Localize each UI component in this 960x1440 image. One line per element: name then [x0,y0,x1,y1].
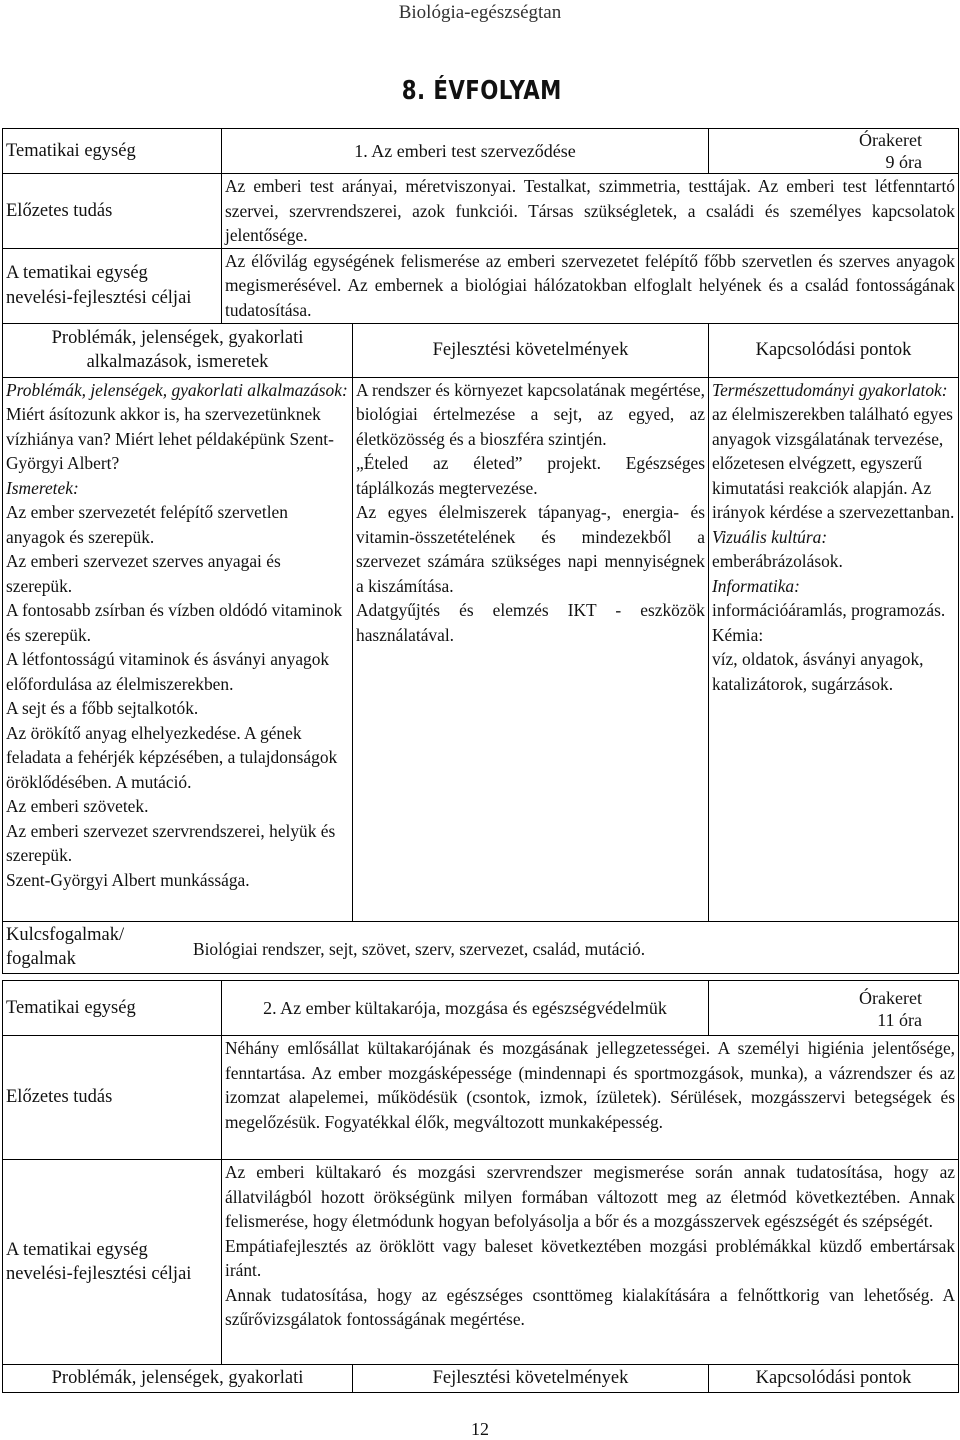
unit-2-hours-label: Órakeret [859,988,923,1008]
unit-2-col-requirements-head: Fejlesztési követelmények [353,1365,709,1393]
problems-label: Problémák, jelenségek, gyakorlati alkalmazások: [6,379,348,400]
unit-1-goals-label: A tematikai egység nevelési-fejlesztési céljai [3,248,222,323]
unit-2-topic-label: Tematikai egység [3,981,222,1036]
problems-text: Miért ásítozunk akkor is, ha szervezetünknek vízhiánya van? Miért lehet példaképünk Szent-Györgyi Albert? [6,404,334,473]
link-text: az élelmiszerekben található egyes anyagok vizsgálatának tervezése, előzetesen elvégzett, egyszerű kimutatási reakciók alapján. Az irányok kérdése a szervezettanban. [712,404,955,522]
unit-1-col-links-head: Kapcsolódási pontok [709,323,959,377]
requirement-item: A rendszer és környezet kapcsolatának megértése, biológiai értelmezése a sejt, az egyed, az életközösség és a bioszféra szintjén. [356,379,705,449]
keywords-text: Biológiai rendszer, sejt, szövet, szerv, szervezet, család, mutáció. [193,938,646,959]
keywords-label: Kulcsfogalmak/ fogalmak [6,924,125,969]
unit-1-prior-label: Előzetes tudás [3,174,222,249]
unit-2-col-links-head: Kapcsolódási pontok [709,1365,959,1393]
unit-1-links-cell [709,377,959,921]
document-header: Biológia-egészségtan [398,2,562,23]
unit-1-hours [709,129,959,174]
unit-1-col-requirements-head: Fejlesztési követelmények [353,323,709,377]
link-text: víz, oldatok, ásványi anyagok, katalizátorok, sugárzások. [712,649,924,694]
unit-2-title: 2. Az ember kültakarója, mozgása és egészségvédelmük [222,981,709,1036]
unit-1-goals-text: Az élővilág egységének felismerése az emberi szervezetet felépítő főbb szervetlen és szerves anyagok megismerésével. Az embernek a biológiai hálózatokban elfoglalt helyének és a család fontosságának tudatosítása. [222,248,959,323]
knowledge-item: Szent-Györgyi Albert munkássága. [6,869,250,890]
knowledge-item: A létfontosságú vitaminok és ásványi anyagok előfordulása az élelmiszerekben. [6,649,330,694]
knowledge-item: Az emberi szövetek. [6,796,149,816]
goals-paragraph: Empátiafejlesztés az öröklött vagy baleset következtében mozgási problémákkal küzdő embertársak iránt. [225,1235,956,1280]
unit-1-hours-label: Órakeret [859,130,922,150]
unit-1-col-problems-head: Problémák, jelenségek, gyakorlati alkalmazások, ismeretek [3,323,353,377]
knowledge-label: Ismeretek: [6,477,79,498]
requirement-item: „Ételed az életed” projekt. Egészséges táplálkozás megtervezése. [356,453,705,498]
unit-1-problems-cell [3,377,353,921]
knowledge-item: Az örökítő anyag elhelyezkedése. A gének feladata a fehérjék képzésében, a tulajdonságok öröklődésében. A mutáció. [6,722,338,792]
knowledge-item: Az emberi szervezet szervrendszerei, helyük és szerepük. [6,820,336,865]
knowledge-item: A sejt és a főbb sejtalkotók. [6,698,199,718]
link-subject: Informatika: [712,575,800,596]
knowledge-item: Az ember szervezetét felépítő szervetlen anyagok és szerepük. [6,502,288,547]
knowledge-item: Az emberi szervezet szerves anyagai és szerepük. [6,551,281,596]
unit-2-prior-text: Néhány emlősállat kültakarójának és mozgásának jellegzetességei. A személyi higiénia jelentősége, fenntartása. Az ember mozgásképessége (mindennapi és sportmozgások, munka), a vázrendszer és az izomzat alapelemei, működésük (csontok, izmok, ízületek). Sérülések, mozgásszervi betegségek és megelőzésük. Fogyatékkal élők, megváltozott munkaképesség. [222,1036,959,1160]
requirement-item: Adatgyűjtés és elemzés IKT - eszközök használatával. [356,600,705,645]
link-subject: Kémia: [712,624,764,645]
link-subject: Vizuális kultúra: [712,526,828,547]
page-number: 12 [471,1419,489,1439]
link-text: információáramlás, programozás. [712,600,946,620]
unit-1-requirements-cell [353,377,709,921]
unit-2-col-problems-head: Problémák, jelenségek, gyakorlati [3,1365,353,1393]
unit-1-title: 1. Az emberi test szerveződése [222,129,709,174]
unit-2-table [2,980,959,1393]
unit-1-hours-value: 9 óra [885,152,922,172]
unit-2-hours [709,981,959,1036]
unit-2-prior-label: Előzetes tudás [3,1036,222,1160]
unit-1-prior-text: Az emberi test arányai, méretviszonyai. Testalkat, szimmetria, testtájak. Az emberi test létfenntartó szervei, szervrendszerei, azok funkciói. Társas szükségletek, a családi és személyes kapcsolatok jelentősége. [222,174,959,249]
grade-heading: 8. ÉVFOLYAM [401,76,562,106]
link-subject: Természettudományi gyakorlatok: [712,379,948,400]
knowledge-item: A fontosabb zsírban és vízben oldódó vitaminok és szerepük. [6,600,343,645]
goals-paragraph: Annak tudatosítása, hogy az egészséges csonttömeg kialakítására a felnőttkorig van lehetőség. A szűrővizsgálatok fontosságának megértése. [225,1284,956,1329]
requirement-item: Az egyes élelmiszerek tápanyag-, energia- és vitamin-összetételének és mindezekből a szervezet számára szükséges napi mennyiségnek a kiszámítása. [356,502,705,596]
link-item [712,378,955,525]
link-text: emberábrázolások. [712,551,843,571]
unit-1-keywords-row [3,921,959,973]
unit-1-topic-label: Tematikai egység [3,129,222,174]
unit-2-goals-cell [222,1160,959,1365]
unit-1-table [2,128,959,974]
unit-2-hours-value: 11 óra [877,1010,923,1030]
goals-paragraph: Az emberi kültakaró és mozgási szervrendszer megismerése során annak tudatosítása, hogy az állatvilágból hozott örökségünk milyen formában változott meg az életmód következtében. Annak felismerése, hogy életmódunk hogyan befolyásolja a bőr és a mozgásszervek egészségét és szépségét. [225,1162,956,1231]
unit-2-goals-label: A tematikai egység nevelési-fejlesztési céljai [3,1160,222,1365]
